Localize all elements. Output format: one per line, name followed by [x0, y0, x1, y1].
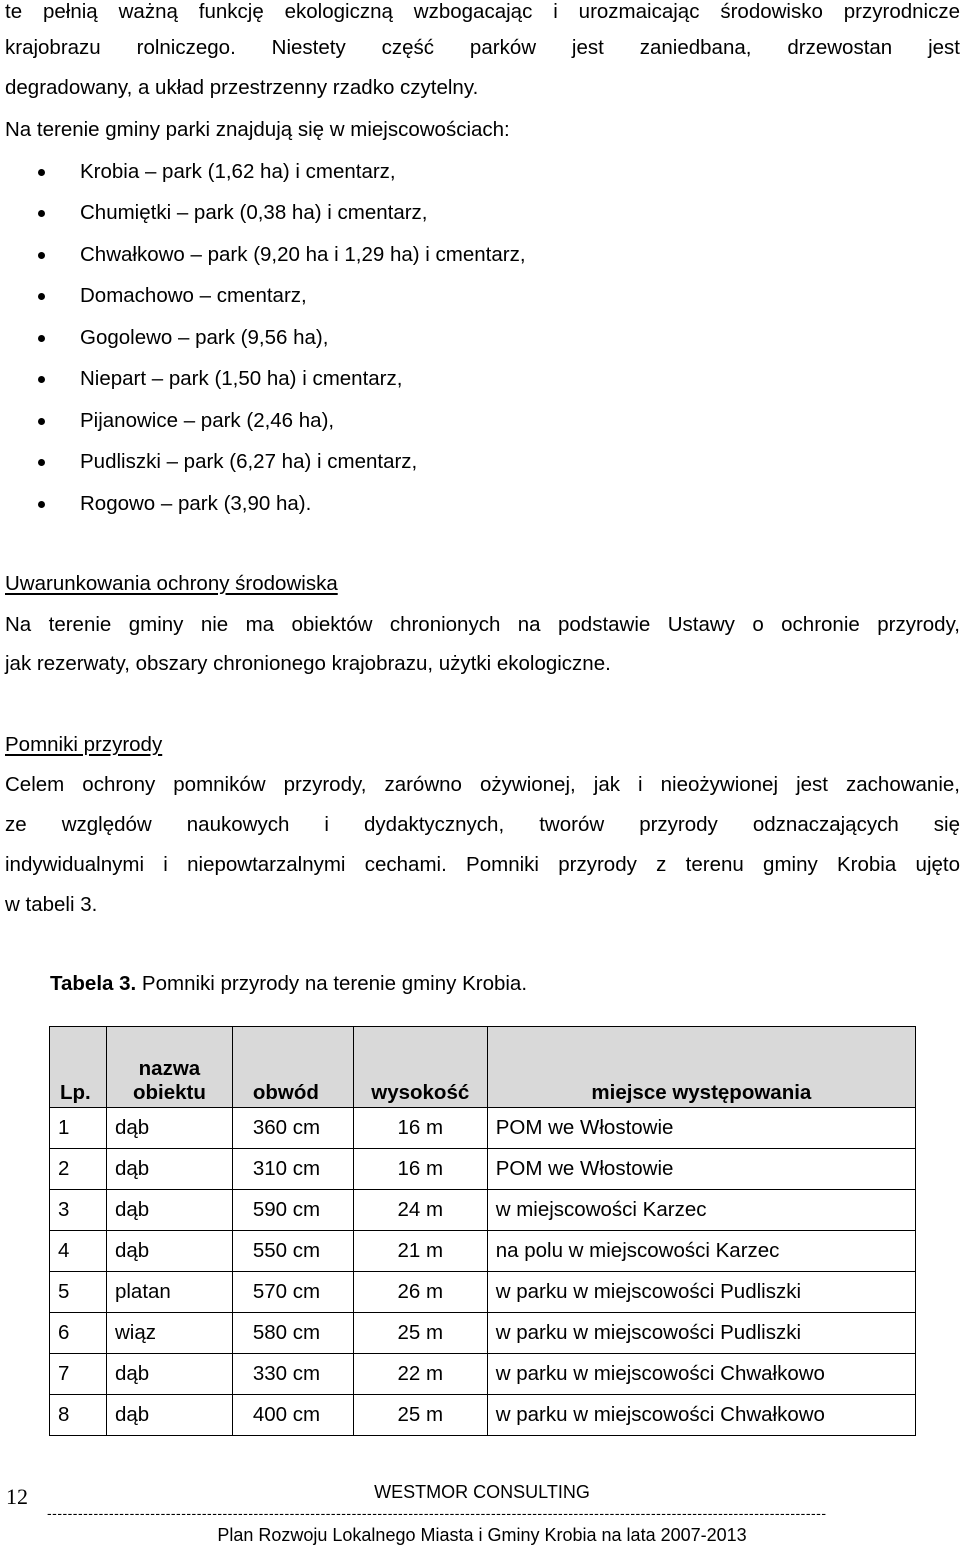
table-header-row	[50, 1027, 916, 1108]
cell-height: 25 m	[353, 1313, 487, 1354]
bullet-icon	[38, 335, 45, 342]
list-item: Niepart – park (1,50 ha) i cmentarz,	[80, 367, 403, 390]
bullet-icon	[38, 501, 45, 508]
cell-height: 16 m	[353, 1149, 487, 1190]
list-item: Domachowo – cmentarz,	[80, 284, 307, 307]
table-row	[50, 1395, 916, 1436]
cell-girth: 360 cm	[232, 1108, 353, 1149]
cell-girth: 330 cm	[232, 1354, 353, 1395]
bullet-icon	[38, 293, 45, 300]
bullet-icon	[38, 169, 45, 176]
section2-line-2: ze względów naukowych i dydaktycznych, tworów przyrody odznaczających się	[5, 813, 960, 836]
table-row	[50, 1231, 916, 1272]
cell-name: dąb	[106, 1395, 232, 1436]
cell-girth: 310 cm	[232, 1149, 353, 1190]
list-item: Krobia – park (1,62 ha) i cmentarz,	[80, 160, 396, 183]
footer-plan-title: Plan Rozwoju Lokalnego Miasta i Gminy Krobia na lata 2007-2013	[217, 1525, 747, 1545]
cell-girth: 570 cm	[232, 1272, 353, 1313]
list-item: Chumiętki – park (0,38 ha) i cmentarz,	[80, 201, 428, 224]
intro-line-2: krajobrazu rolniczego. Niestety część parków jest zaniedbana, drzewostan jest	[5, 36, 960, 59]
cell-height: 24 m	[353, 1190, 487, 1231]
table-row	[50, 1313, 916, 1354]
table-row	[50, 1108, 916, 1149]
header-location: miejsce występowania	[487, 1027, 915, 1108]
section1-line-1: Na terenie gminy nie ma obiektów chronionych na podstawie Ustawy o ochronie przyrody,	[5, 613, 960, 636]
bullet-icon	[38, 459, 45, 466]
cell-height: 22 m	[353, 1354, 487, 1395]
list-item: Chwałkowo – park (9,20 ha i 1,29 ha) i cmentarz,	[80, 243, 526, 266]
section2-line-4: w tabeli 3.	[5, 893, 98, 916]
cell-name: wiąz	[106, 1313, 232, 1354]
cell-name: dąb	[106, 1190, 232, 1231]
bullet-icon	[38, 210, 45, 217]
parks-intro: Na terenie gminy parki znajdują się w miejscowościach:	[5, 118, 510, 141]
list-item: Pijanowice – park (2,46 ha),	[80, 409, 335, 432]
list-item: Pudliszki – park (6,27 ha) i cmentarz,	[80, 450, 418, 473]
bullet-icon	[38, 252, 45, 259]
cell-location: POM we Włostowie	[487, 1149, 915, 1190]
list-item: Gogolewo – park (9,56 ha),	[80, 326, 329, 349]
cell-lp: 7	[50, 1354, 107, 1395]
cell-lp: 3	[50, 1190, 107, 1231]
header-name-line1: nazwa	[138, 1057, 201, 1080]
cell-lp: 5	[50, 1272, 107, 1313]
cell-name: dąb	[106, 1354, 232, 1395]
cell-height: 25 m	[353, 1395, 487, 1436]
cell-height: 21 m	[353, 1231, 487, 1272]
table-caption	[50, 972, 527, 996]
cell-girth: 580 cm	[232, 1313, 353, 1354]
cell-name: dąb	[106, 1108, 232, 1149]
cell-location: na polu w miejscowości Karzec	[487, 1231, 915, 1272]
cell-location: w parku w miejscowości Pudliszki	[487, 1272, 915, 1313]
header-name-line2: obiektu	[132, 1081, 206, 1104]
table-caption-label: Tabela 3.	[50, 972, 137, 995]
cell-height: 16 m	[353, 1108, 487, 1149]
cell-location: w parku w miejscowości Chwałkowo	[487, 1354, 915, 1395]
cell-girth: 400 cm	[232, 1395, 353, 1436]
cell-height: 26 m	[353, 1272, 487, 1313]
header-name	[106, 1027, 232, 1108]
section-heading-environment: Uwarunkowania ochrony środowiska	[5, 572, 338, 595]
cell-name: dąb	[106, 1149, 232, 1190]
page-number: 12	[6, 1484, 28, 1509]
table-row	[50, 1272, 916, 1313]
cell-name: platan	[106, 1272, 232, 1313]
cell-name: dąb	[106, 1231, 232, 1272]
cell-location: w miejscowości Karzec	[487, 1190, 915, 1231]
section2-line-1: Celem ochrony pomników przyrody, zarówno ożywionej, jak i nieożywionej jest zachowanie,	[5, 773, 960, 796]
section2-line-3: indywidualnymi i niepowtarzalnymi cechami. Pomniki przyrody z terenu gminy Krobia ujęto	[5, 853, 960, 876]
table-row	[50, 1190, 916, 1231]
cell-location: w parku w miejscowości Chwałkowo	[487, 1395, 915, 1436]
cell-girth: 590 cm	[232, 1190, 353, 1231]
intro-line-1: te pełnią ważną funkcję ekologiczną wzbogacając i urozmaicając środowisko przyrodnicze	[5, 0, 960, 23]
header-girth: obwód	[232, 1027, 353, 1108]
footer-company: WESTMOR CONSULTING	[374, 1482, 590, 1502]
monuments-table	[49, 1026, 916, 1436]
section1-line-2: jak rezerwaty, obszary chronionego krajobrazu, użytki ekologiczne.	[5, 652, 611, 675]
cell-lp: 1	[50, 1108, 107, 1149]
cell-lp: 8	[50, 1395, 107, 1436]
cell-girth: 550 cm	[232, 1231, 353, 1272]
cell-location: POM we Włostowie	[487, 1108, 915, 1149]
intro-line-3: degradowany, a układ przestrzenny rzadko czytelny.	[5, 76, 479, 99]
bullet-icon	[38, 376, 45, 383]
header-lp: Lp.	[50, 1027, 107, 1108]
list-item: Rogowo – park (3,90 ha).	[80, 492, 312, 515]
cell-lp: 6	[50, 1313, 107, 1354]
table-row	[50, 1354, 916, 1395]
table-row	[50, 1149, 916, 1190]
cell-lp: 4	[50, 1231, 107, 1272]
cell-lp: 2	[50, 1149, 107, 1190]
cell-location: w parku w miejscowości Pudliszki	[487, 1313, 915, 1354]
bullet-icon	[38, 418, 45, 425]
table-caption-text: Pomniki przyrody na terenie gminy Krobia.	[136, 972, 528, 995]
header-height: wysokość	[353, 1027, 487, 1108]
section-heading-monuments: Pomniki przyrody	[5, 733, 163, 756]
footer-divider: -------------------------------------------------------------------------------------------------------------------------------------------------------	[47, 1505, 827, 1521]
